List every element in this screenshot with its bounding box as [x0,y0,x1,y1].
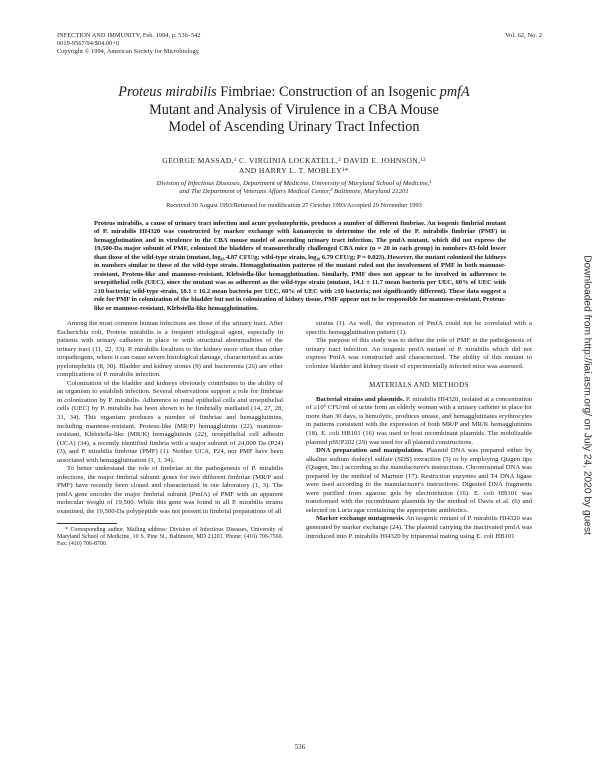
title-line-1 [60,84,528,102]
dna-text: Plasmid DNA was prepared either by alkaline sodium dodecyl sulfate (SDS) extraction (5) or by employing Qiagen tips (Qiagen, Inc.) according to the manufacturer's instructions. Chromosomal DNA was prepared by the method of Marmur (17). Restriction enzymes and T4 DNA ligase were used according to the manufacturer's instructions. Digested DNA fragments were purified from agarose gels by electroelution (16). E. coli HB101 was transformed with the recombinant plasmids by the method of Davis et al. (6) and selected on Luria agar containing the appropriate antibiotics. [306,447,532,514]
methods-strains-paragraph [306,396,532,447]
abstract: Proteus mirabilis, a cause of urinary tract infection and acute pyelonephritis, produces a number of different fimbriae. An isogenic fimbrial mutant of P. mirabilis HI4320 was constructed by marker exchange with kanamycin to determine the role of the P. mirabilis fimbriae (PMF) in hemagglutination and in virulence in the CBA mouse model of ascending urinary tract infection. The pmfA mutant, which did not express the 19,500-Da major subunit of PMF, colonized the bladders of transurethrally challenged CBA mice (n = 20 in each group) in numbers 83-fold lower than those of the wild-type strain (mutant, log₁₀ 4.87 CFU/g; wild-type strain, log₁₀ 6.79 CFU/g; P = 0.023). However, the mutant colonized the kidneys in numbers similar to those of the wild-type strain. Hemagglutination patterns of the mutant ruled out the involvement of PMF in both mannose-resistant, Proteus-like and mannose-resistant, Klebsiella-like hemagglutination. Similarly, PMF does not appear to be involved in adherence to uroepithelial cells (UEC), since the mutant was as adherent as the wild-type strain (mutant, 14.1 ± 11.7 mean bacteria per UEC, 60% of UEC with ≥10 bacteria; wild-type strain, 18.1 ± 16.2 mean bacteria per UEC, 60% of UEC with ≥10 bacteria; not significantly different). These data suggest a role for PMF in colonization of the bladder but not in colonization of kidney tissue. PMF appear not to be responsible for mannose-resistant, Proteus-like or mannose-resistant, Klebsiella-like hemagglutination. [94,220,506,312]
intro-paragraph-5: The purpose of this study was to define the role of PMF in the pathogenesis of urinary tract infection. An isogenic pmfA mutant of P. mirabilis which did not express PmfA was constructed and characterized. The ability of this mutant to colonize bladder and kidney tissue of experimentally infected mice was assessed. [306,337,532,370]
right-column [306,320,532,541]
page-number: 536 [294,744,306,751]
intro-paragraph-1: Among the most common human infections are those of the urinary tract. After Escherichia coli, Proteus mirabilis is a frequent etiological agent, especially in patients with urinary catheters in place or with structural abnormalities of the urinary tract (11, 22, 33). P. mirabilis localizes to the kidney more often than other uropathogens, where it can cause severe histological damage, characterized as acute pyelonephritis (8, 30). Bladder and kidney stones (9) and bacteremia (26) are other complications of P. mirabilis infection. [57,320,283,379]
corresponding-author-footnote: * Corresponding author. Mailing address: Division of Infectious Diseases, University of Maryland School of Medicine, 10 S. Pine St., Baltimore, MD 21201. Phone: (410) 706-7560. Fax: (410) 706-8700. [57,526,283,548]
title-line-2: Mutant and Analysis of Virulence in a CBA Mouse [149,101,439,118]
journal-citation: INFECTION AND IMMUNITY, Feb. 1994, p. 536–542 [57,32,201,39]
download-watermark [580,175,594,615]
article-title [60,84,528,137]
dna-subheading: DNA preparation and manipulation. [316,447,424,455]
mutagenesis-subheading: Marker exchange mutagenesis. [316,515,405,523]
affiliation-line-1: Division of Infectious Diseases, Department of Medicine, University of Maryland School of Medicine,¹ [156,180,432,187]
intro-paragraph-4: strains (1). As well, the expression of PmfA could not be correlated with a specific hemagglutination pattern (1). [306,320,532,336]
journal-code: 0019-9567/94/$04.00+0 [57,40,120,48]
received-dates: Received 30 August 1993/Returned for modification 27 October 1993/Accepted 29 November 1993 [166,202,422,209]
affiliation-line-2: and The Department of Veterans Affairs Medical Center,² Baltimore, Maryland 21201 [179,188,409,196]
title-gene: pmfA [439,84,470,100]
strains-subheading: Bacterial strains and plasmids. [316,395,405,403]
left-column [57,320,283,549]
author-list [60,156,528,176]
strains-text: P. mirabilis HI4320, isolated at a concentration of ≥10⁵ CFU/ml of urine from an elderly woman with a urinary catheter in place for more than 30 days, is hemolytic, produces urease, and hemagglutinates erythrocytes in patterns consistent with the expression of both MR/P and MR/K hemagglutinins (18). E. coli HB101 (16) was used to host recombinant plasmids. The mobilizable plasmid pSUP202 (29) was used for all plasmid constructions. [306,395,533,446]
methods-mutagenesis-paragraph [306,515,532,541]
title-line-3: Model of Ascending Urinary Tract Infection [168,119,420,136]
title-line-1-text: Fimbriae: Construction of an Isogenic [216,84,440,100]
authors-line-1: GEORGE MASSAD,¹ C. VIRGINIA LOCKATELL,² DAVID E. JOHNSON,¹² [162,156,426,165]
intro-paragraph-2: Colonization of the bladder and kidneys obviously contributes to the ability of an organism to establish infection. Several observations support a role for fimbriae in colonization by P. mirabilis. Adherence to renal epithelial cells and uroepithelial cells (UEC) by P. mirabilis has been shown to be fimbrially mediated (14, 27, 28, 31, 34). This organism produces a number of fimbriae and hemagglutinins, including mannose-resistant, Proteus-like (MR/P) hemagglutinin (22), mannose-resistant, Klebsiella-like (MR/K) hemagglutinin (22), uroepithelial cell adhesin (UCA) (34), a recently identified fimbria with a major subunit of 24,000 Da (P24) (3), and P. mirabilis fimbriae (PMF) (1). Neither UCA, P24, nor PMF have been associated with hemagglutination (1, 3, 34). [57,379,283,464]
copyright-notice: Copyright © 1994, American Society for Microbiology [57,48,199,56]
authors-line-2: AND HARRY L. T. MOBLEY¹* [238,166,350,176]
journal-header [57,32,201,57]
methods-dna-paragraph [306,447,532,515]
section-heading: MATERIALS AND METHODS [369,381,469,390]
download-watermark-text: Downloaded from http://iai.asm.org/ on July 24, 2020 by guest [581,255,593,535]
mutagenesis-text: An isogenic mutant of P. mirabilis HI4320 was generated by marker exchange (24). The plasmid carrying the inactivated pmfA was introduced into P. mirabilis HI4320 by triparental mating using E. coli HB101 [306,515,532,540]
volume-info: Vol. 62, No. 2 [505,32,542,39]
footnote-divider [57,523,117,524]
affiliations [60,180,528,197]
intro-paragraph-3: To better understand the role of fimbriae in the pathogenesis of P. mirabilis infections, the major fimbrial subunit genes for two different fimbriae (MR/P and PMF) have recently been cloned and characterized in our laboratory (1, 3). The pmfA gene encodes the major fimbrial subunit (PmfA) of PMF with an apparent molecular weight of 19,500. While this gene was found in all P. mirabilis strains examined, the 19,500-Da polypeptide was not present in fimbrial preparations of all [57,465,283,516]
title-organism: Proteus mirabilis [118,84,217,100]
